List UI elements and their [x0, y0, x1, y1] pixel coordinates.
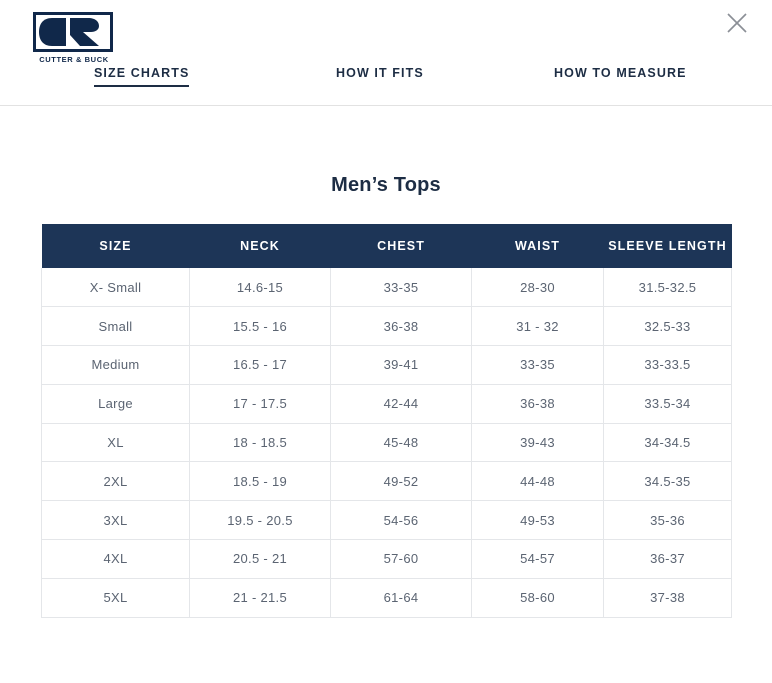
cell-waist: 33-35 — [472, 346, 604, 385]
table-row — [42, 540, 732, 579]
cell-neck: 19.5 - 20.5 — [190, 501, 331, 540]
cell-size: 5XL — [42, 578, 190, 617]
size-chart-table — [41, 224, 732, 618]
cell-sleeve: 34.5-35 — [604, 462, 732, 501]
table-row — [42, 307, 732, 346]
modal-header — [0, 0, 772, 106]
table-row — [42, 578, 732, 617]
table-row — [42, 384, 732, 423]
table-row — [42, 423, 732, 462]
cell-sleeve: 33-33.5 — [604, 346, 732, 385]
cell-waist: 31 - 32 — [472, 307, 604, 346]
column-header-size: SIZE — [42, 224, 190, 268]
table-row — [42, 462, 732, 501]
cell-waist: 49-53 — [472, 501, 604, 540]
cell-neck: 14.6-15 — [190, 268, 331, 307]
brand-logo — [33, 12, 119, 64]
page-title: Men’s Tops — [331, 174, 441, 196]
table-body — [42, 268, 732, 617]
table-header — [42, 224, 732, 268]
cell-chest: 54-56 — [331, 501, 472, 540]
cell-waist: 39-43 — [472, 423, 604, 462]
cell-sleeve: 37-38 — [604, 578, 732, 617]
cell-neck: 17 - 17.5 — [190, 384, 331, 423]
modal-tabs — [0, 66, 772, 98]
cell-neck: 18.5 - 19 — [190, 462, 331, 501]
cell-neck: 16.5 - 17 — [190, 346, 331, 385]
table-header-row — [42, 224, 732, 268]
cell-chest: 49-52 — [331, 462, 472, 501]
cell-neck: 20.5 - 21 — [190, 540, 331, 579]
tab-how-it-fits[interactable]: HOW IT FITS — [336, 66, 424, 80]
column-header-waist: WAIST — [472, 224, 604, 268]
table-row — [42, 346, 732, 385]
tab-how-to-measure[interactable]: HOW TO MEASURE — [554, 66, 687, 80]
tab-size-charts[interactable]: SIZE CHARTS — [94, 66, 189, 87]
cell-neck: 18 - 18.5 — [190, 423, 331, 462]
cell-size: XL — [42, 423, 190, 462]
cell-sleeve: 36-37 — [604, 540, 732, 579]
cell-chest: 33-35 — [331, 268, 472, 307]
brand-logo-text: CUTTER & BUCK — [39, 55, 109, 64]
cell-sleeve: 35-36 — [604, 501, 732, 540]
cell-chest: 42-44 — [331, 384, 472, 423]
cell-chest: 57-60 — [331, 540, 472, 579]
size-table-container — [41, 224, 731, 618]
cell-waist: 54-57 — [472, 540, 604, 579]
cell-sleeve: 34-34.5 — [604, 423, 732, 462]
cell-size: Small — [42, 307, 190, 346]
cell-chest: 45-48 — [331, 423, 472, 462]
column-header-chest: CHEST — [331, 224, 472, 268]
cell-waist: 36-38 — [472, 384, 604, 423]
cell-size: X- Small — [42, 268, 190, 307]
table-row — [42, 501, 732, 540]
cell-waist: 58-60 — [472, 578, 604, 617]
table-row — [42, 268, 732, 307]
cell-size: 4XL — [42, 540, 190, 579]
cell-waist: 44-48 — [472, 462, 604, 501]
cutter-buck-logo-icon — [33, 12, 113, 52]
cell-chest: 61-64 — [331, 578, 472, 617]
cell-size: Large — [42, 384, 190, 423]
cell-sleeve: 32.5-33 — [604, 307, 732, 346]
column-header-sleeve-length: SLEEVE LENGTH — [604, 224, 732, 268]
cell-sleeve: 31.5-32.5 — [604, 268, 732, 307]
cell-sleeve: 33.5-34 — [604, 384, 732, 423]
column-header-neck: NECK — [190, 224, 331, 268]
size-chart-panel — [0, 106, 772, 618]
cell-chest: 36-38 — [331, 307, 472, 346]
cell-size: Medium — [42, 346, 190, 385]
cell-waist: 28-30 — [472, 268, 604, 307]
cell-neck: 15.5 - 16 — [190, 307, 331, 346]
close-icon[interactable] — [720, 6, 754, 40]
cell-chest: 39-41 — [331, 346, 472, 385]
cell-size: 2XL — [42, 462, 190, 501]
cell-size: 3XL — [42, 501, 190, 540]
cell-neck: 21 - 21.5 — [190, 578, 331, 617]
